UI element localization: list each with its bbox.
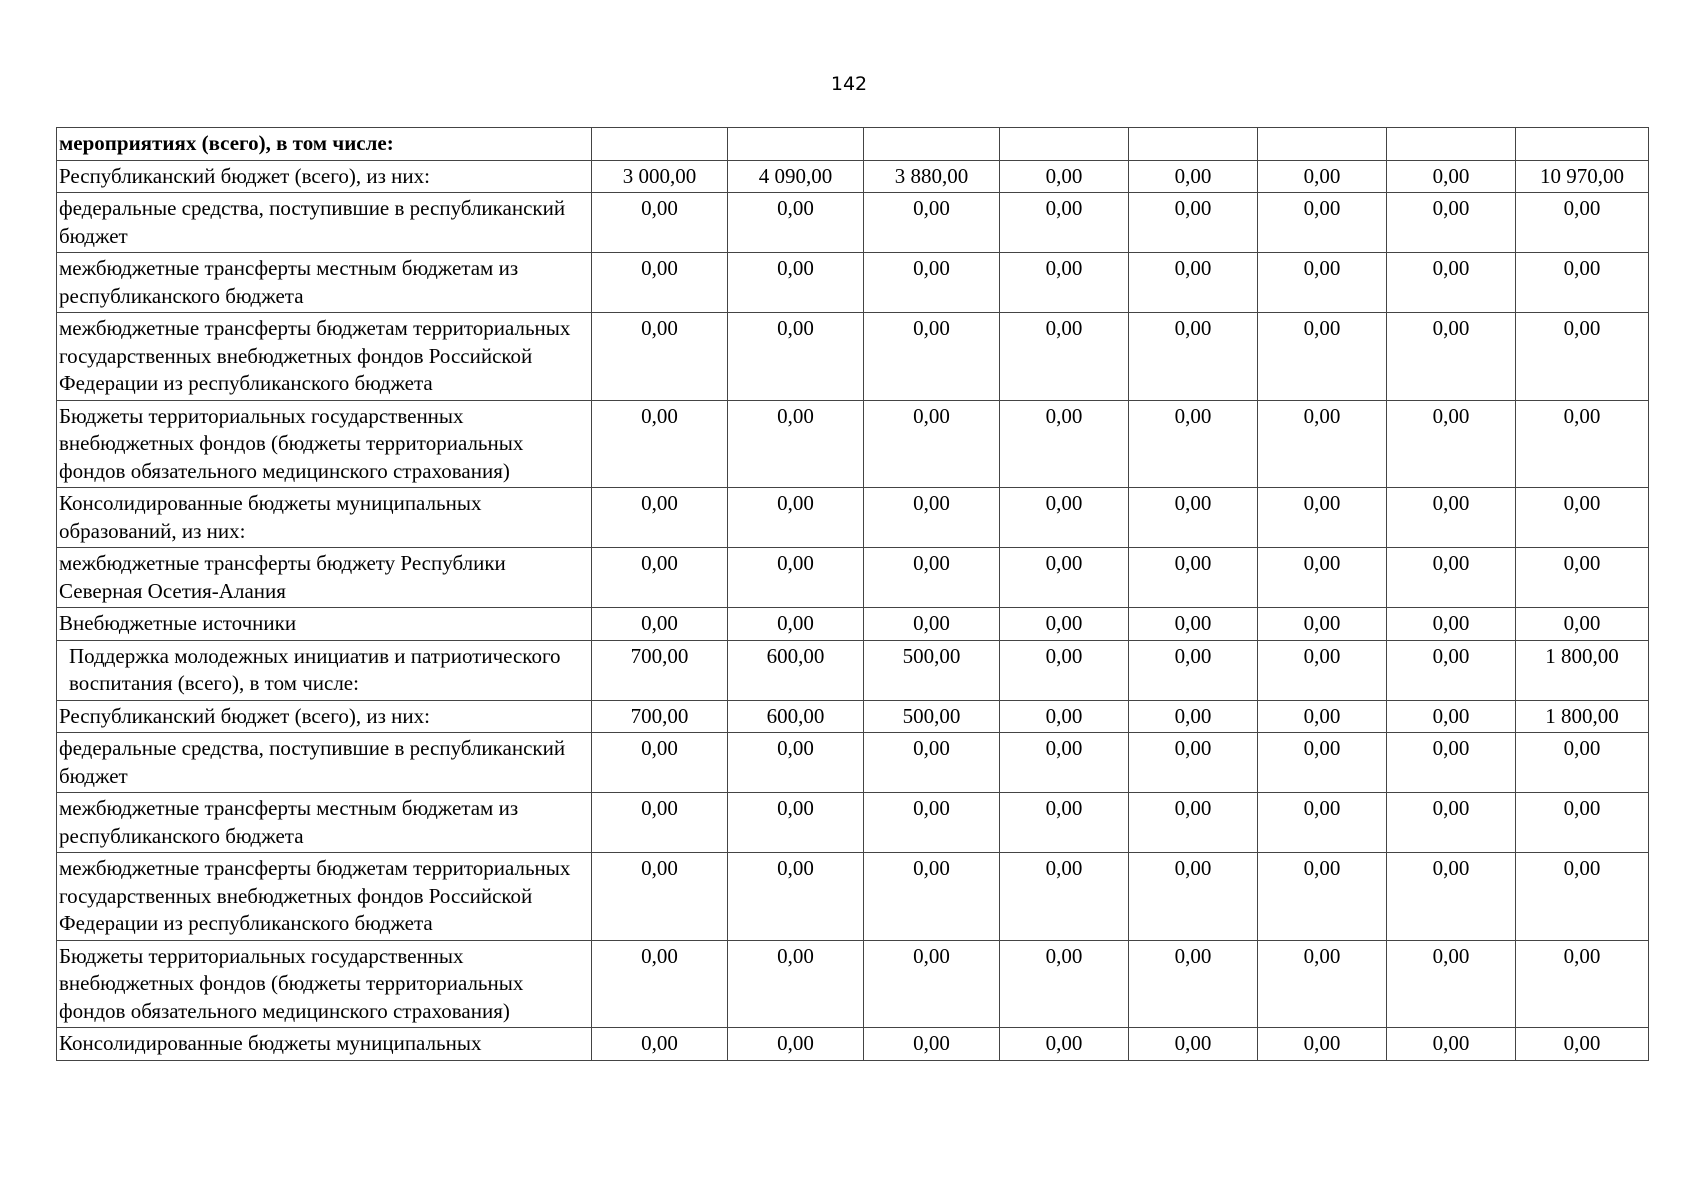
- value-cell: 0,00: [864, 940, 1000, 1028]
- value-cell: [1000, 128, 1129, 161]
- value-cell: 10 970,00: [1516, 160, 1649, 193]
- value-cell: 0,00: [1129, 193, 1258, 253]
- value-cell: [592, 128, 728, 161]
- value-cell: 0,00: [1258, 548, 1387, 608]
- value-cell: 0,00: [728, 548, 864, 608]
- row-label: Поддержка молодежных инициатив и патриотического воспитания (всего), в том числе:: [69, 643, 561, 695]
- value-cell: 0,00: [1000, 548, 1129, 608]
- value-cell: [864, 128, 1000, 161]
- table-row: [57, 733, 1649, 793]
- row-label-cell: [57, 160, 592, 193]
- value-cell: 0,00: [1258, 793, 1387, 853]
- value-cell: 0,00: [1000, 400, 1129, 488]
- row-label: Бюджеты территориальных государственных внебюджетных фондов (бюджеты территориальных фондов обязательного медицинского страхования): [59, 943, 524, 1023]
- value-cell: [1516, 128, 1649, 161]
- value-cell: 0,00: [1387, 160, 1516, 193]
- value-cell: 0,00: [1000, 640, 1129, 700]
- value-cell: 0,00: [592, 548, 728, 608]
- value-cell: 0,00: [1516, 400, 1649, 488]
- value-cell: 600,00: [728, 700, 864, 733]
- row-label-cell: [57, 253, 592, 313]
- value-cell: 0,00: [1387, 733, 1516, 793]
- row-label-cell: [57, 1028, 592, 1061]
- value-cell: 0,00: [1129, 160, 1258, 193]
- value-cell: 0,00: [1129, 853, 1258, 941]
- value-cell: 500,00: [864, 700, 1000, 733]
- value-cell: 0,00: [1516, 1028, 1649, 1061]
- value-cell: 0,00: [1000, 160, 1129, 193]
- table-row: [57, 940, 1649, 1028]
- page-number: 142: [830, 73, 868, 95]
- value-cell: [1129, 128, 1258, 161]
- value-cell: 600,00: [728, 640, 864, 700]
- value-cell: 0,00: [1387, 193, 1516, 253]
- value-cell: 0,00: [1387, 700, 1516, 733]
- row-label-cell: [57, 193, 592, 253]
- row-label: межбюджетные трансферты бюджетам территориальных государственных внебюджетных фондов Российской Федерации из республиканского бюджета: [59, 316, 571, 395]
- table-row: [57, 700, 1649, 733]
- value-cell: 0,00: [728, 608, 864, 641]
- row-label-cell: [57, 313, 592, 401]
- table-row: [57, 853, 1649, 941]
- row-label-cell: [57, 488, 592, 548]
- value-cell: 0,00: [1387, 608, 1516, 641]
- value-cell: 0,00: [1000, 940, 1129, 1028]
- value-cell: 0,00: [1129, 940, 1258, 1028]
- value-cell: 0,00: [1129, 548, 1258, 608]
- budget-table: [56, 127, 1649, 1061]
- row-label: межбюджетные трансферты местным бюджетам из республиканского бюджета: [59, 796, 519, 848]
- value-cell: 0,00: [1129, 700, 1258, 733]
- value-cell: 0,00: [592, 793, 728, 853]
- table-row: [57, 160, 1649, 193]
- value-cell: 0,00: [1258, 253, 1387, 313]
- value-cell: 0,00: [592, 940, 728, 1028]
- value-cell: 0,00: [1387, 853, 1516, 941]
- value-cell: 0,00: [1000, 793, 1129, 853]
- value-cell: 0,00: [1516, 853, 1649, 941]
- value-cell: 0,00: [864, 793, 1000, 853]
- row-label-cell: [57, 940, 592, 1028]
- table-row: [57, 548, 1649, 608]
- row-label: Республиканский бюджет (всего), из них:: [59, 703, 430, 728]
- value-cell: 0,00: [864, 548, 1000, 608]
- value-cell: 0,00: [1258, 313, 1387, 401]
- value-cell: 0,00: [1258, 400, 1387, 488]
- value-cell: 0,00: [1000, 733, 1129, 793]
- value-cell: 0,00: [1129, 793, 1258, 853]
- table-row: [57, 400, 1649, 488]
- value-cell: 0,00: [1129, 253, 1258, 313]
- value-cell: 0,00: [1387, 940, 1516, 1028]
- value-cell: 0,00: [1258, 1028, 1387, 1061]
- value-cell: 0,00: [1258, 940, 1387, 1028]
- value-cell: 0,00: [1516, 253, 1649, 313]
- value-cell: 0,00: [864, 253, 1000, 313]
- row-label: межбюджетные трансферты бюджетам территориальных государственных внебюджетных фондов Российской Федерации из республиканского бюджета: [59, 856, 571, 935]
- value-cell: 0,00: [1387, 640, 1516, 700]
- table-row: [57, 313, 1649, 401]
- value-cell: 0,00: [1129, 400, 1258, 488]
- value-cell: 0,00: [864, 733, 1000, 793]
- value-cell: 1 800,00: [1516, 640, 1649, 700]
- value-cell: 0,00: [1387, 400, 1516, 488]
- value-cell: 0,00: [1258, 608, 1387, 641]
- value-cell: 0,00: [1129, 733, 1258, 793]
- value-cell: 0,00: [864, 313, 1000, 401]
- value-cell: 0,00: [1129, 640, 1258, 700]
- row-label-cell: [57, 700, 592, 733]
- table-row: [57, 488, 1649, 548]
- value-cell: 0,00: [1516, 940, 1649, 1028]
- value-cell: 0,00: [864, 488, 1000, 548]
- value-cell: 3 000,00: [592, 160, 728, 193]
- value-cell: 3 880,00: [864, 160, 1000, 193]
- value-cell: 0,00: [864, 853, 1000, 941]
- value-cell: 0,00: [728, 488, 864, 548]
- value-cell: 0,00: [728, 853, 864, 941]
- value-cell: 0,00: [1000, 488, 1129, 548]
- row-label: межбюджетные трансферты бюджету Республики Северная Осетия-Алания: [59, 551, 506, 603]
- value-cell: 0,00: [728, 400, 864, 488]
- value-cell: 0,00: [1129, 488, 1258, 548]
- value-cell: 0,00: [592, 253, 728, 313]
- value-cell: 0,00: [592, 733, 728, 793]
- value-cell: 0,00: [1000, 1028, 1129, 1061]
- value-cell: 0,00: [1258, 733, 1387, 793]
- value-cell: 700,00: [592, 700, 728, 733]
- value-cell: 0,00: [864, 400, 1000, 488]
- value-cell: 0,00: [1516, 793, 1649, 853]
- value-cell: 0,00: [1516, 193, 1649, 253]
- row-label-cell: [57, 853, 592, 941]
- table-row: [57, 793, 1649, 853]
- value-cell: 0,00: [1387, 1028, 1516, 1061]
- table-row: [57, 193, 1649, 253]
- value-cell: 0,00: [1387, 488, 1516, 548]
- value-cell: 0,00: [592, 313, 728, 401]
- row-label: федеральные средства, поступившие в республиканский бюджет: [59, 196, 566, 248]
- value-cell: 0,00: [592, 400, 728, 488]
- value-cell: 0,00: [1516, 608, 1649, 641]
- row-label: Консолидированные бюджеты муниципальных: [59, 1031, 482, 1055]
- row-label-cell: [57, 733, 592, 793]
- table-row: [57, 1028, 1649, 1061]
- row-label-cell: [57, 400, 592, 488]
- table-row: [57, 253, 1649, 313]
- row-label: Внебюджетные источники: [59, 611, 297, 635]
- value-cell: 0,00: [1258, 160, 1387, 193]
- row-label-cell: [57, 128, 592, 161]
- value-cell: 0,00: [1129, 608, 1258, 641]
- row-label-cell: [57, 548, 592, 608]
- value-cell: 0,00: [592, 853, 728, 941]
- value-cell: 0,00: [1000, 608, 1129, 641]
- value-cell: [728, 128, 864, 161]
- value-cell: 0,00: [1516, 488, 1649, 548]
- value-cell: 0,00: [1000, 853, 1129, 941]
- value-cell: 700,00: [592, 640, 728, 700]
- value-cell: 0,00: [1516, 548, 1649, 608]
- value-cell: 0,00: [592, 488, 728, 548]
- value-cell: 4 090,00: [728, 160, 864, 193]
- value-cell: 0,00: [592, 1028, 728, 1061]
- value-cell: 0,00: [864, 608, 1000, 641]
- row-label-cell: [57, 793, 592, 853]
- value-cell: [1387, 128, 1516, 161]
- value-cell: 0,00: [1258, 853, 1387, 941]
- row-label: Республиканский бюджет (всего), из них:: [59, 163, 430, 188]
- row-label: мероприятиях (всего), в том числе:: [59, 131, 394, 155]
- table-row: [57, 608, 1649, 641]
- value-cell: 0,00: [1258, 193, 1387, 253]
- value-cell: 0,00: [728, 313, 864, 401]
- value-cell: 0,00: [1258, 700, 1387, 733]
- table-row: [57, 640, 1649, 700]
- value-cell: 0,00: [728, 1028, 864, 1061]
- value-cell: 0,00: [1000, 193, 1129, 253]
- table-row: [57, 128, 1649, 161]
- value-cell: 0,00: [1387, 313, 1516, 401]
- value-cell: 1 800,00: [1516, 700, 1649, 733]
- budget-table-body: [57, 128, 1649, 1061]
- value-cell: 0,00: [592, 608, 728, 641]
- value-cell: 0,00: [864, 193, 1000, 253]
- value-cell: 0,00: [1387, 548, 1516, 608]
- row-label-cell: [57, 640, 592, 700]
- value-cell: 0,00: [1129, 313, 1258, 401]
- value-cell: 0,00: [1516, 733, 1649, 793]
- value-cell: 0,00: [1000, 253, 1129, 313]
- value-cell: 0,00: [1258, 488, 1387, 548]
- value-cell: 0,00: [728, 940, 864, 1028]
- value-cell: 0,00: [1000, 313, 1129, 401]
- value-cell: [1258, 128, 1387, 161]
- value-cell: 0,00: [1516, 313, 1649, 401]
- value-cell: 0,00: [1129, 1028, 1258, 1061]
- value-cell: 0,00: [1387, 253, 1516, 313]
- row-label: Бюджеты территориальных государственных внебюджетных фондов (бюджеты территориальных фондов обязательного медицинского страхования): [59, 403, 524, 483]
- value-cell: 0,00: [728, 193, 864, 253]
- row-label: межбюджетные трансферты местным бюджетам из республиканского бюджета: [59, 256, 519, 308]
- value-cell: 0,00: [1387, 793, 1516, 853]
- value-cell: 0,00: [592, 193, 728, 253]
- row-label: Консолидированные бюджеты муниципальных образований, из них:: [59, 491, 482, 543]
- value-cell: 0,00: [1000, 700, 1129, 733]
- value-cell: 0,00: [1258, 640, 1387, 700]
- value-cell: 0,00: [864, 1028, 1000, 1061]
- value-cell: 0,00: [728, 793, 864, 853]
- row-label-cell: [57, 608, 592, 641]
- value-cell: 500,00: [864, 640, 1000, 700]
- value-cell: 0,00: [728, 253, 864, 313]
- value-cell: 0,00: [728, 733, 864, 793]
- row-label: федеральные средства, поступившие в республиканский бюджет: [59, 736, 566, 788]
